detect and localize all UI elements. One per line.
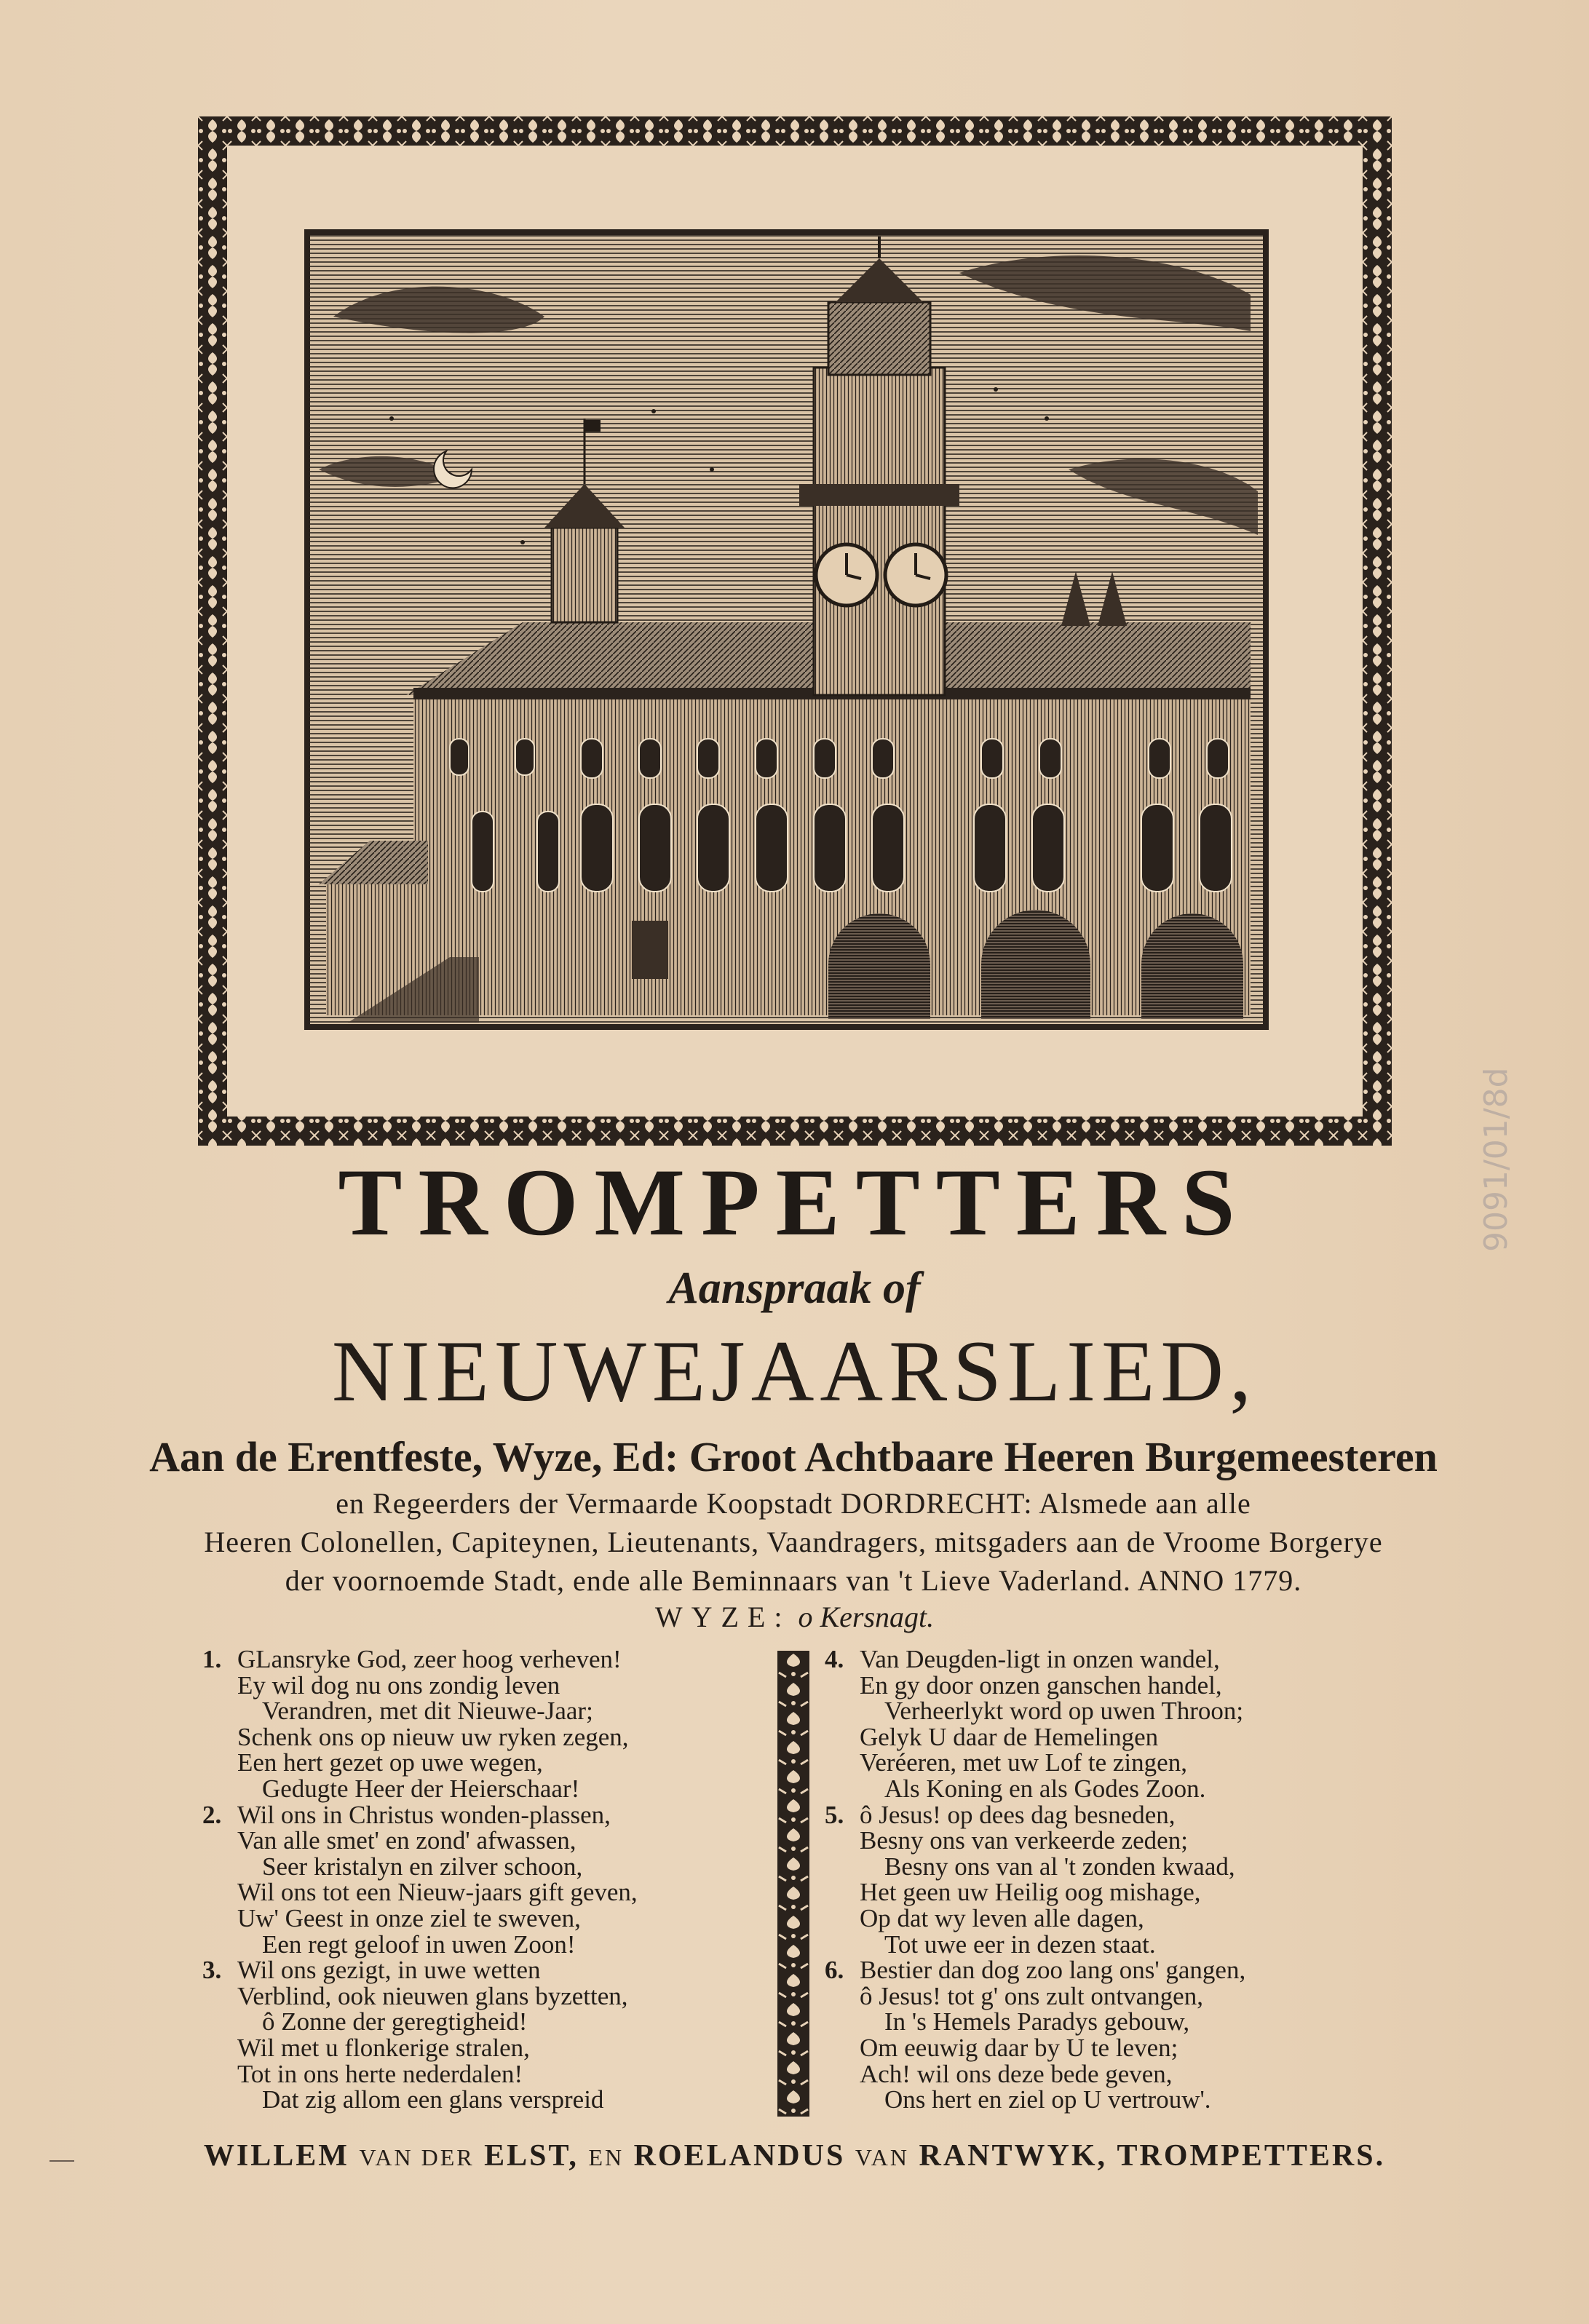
footer-van-der: VAN DER [359, 2144, 475, 2170]
verse-line: Van alle smet' en zond' afwassen, [237, 1826, 576, 1855]
stanza [202, 1956, 757, 2114]
verse-line: Uw' Geest in onze ziel te sweven, [237, 1903, 581, 1932]
verse-line: Van Deugden-ligt in onzen wandel, [860, 1645, 1220, 1673]
verse-line: Een hert gezet op uwe wegen, [237, 1748, 543, 1777]
footer-role: TROMPETTERS. [1117, 2139, 1386, 2173]
stanza-number: 4. [825, 1645, 844, 1673]
verse-line: Gedugte Heer der Heierschaar! [262, 1774, 580, 1803]
verse-line: Bestier dan dog zoo lang ons' gangen, [860, 1956, 1246, 1985]
verse-line: Als Koning en als Godes Zoon. [884, 1774, 1206, 1803]
stanza [825, 1956, 1379, 2114]
stanza-number: 5. [825, 1800, 844, 1829]
verse-line: Verheerlykt word op uwen Throon; [884, 1697, 1244, 1726]
verse-line: ô Jesus! op dees dag besneden, [860, 1800, 1176, 1829]
stanza-number: 3. [202, 1956, 222, 1985]
verse-line: Tot uwe eer in dezen staat. [884, 1930, 1156, 1959]
verses-left-column [202, 1645, 757, 2114]
main-title: TROMPETTERS [338, 1149, 1251, 1256]
verse-line: Veréeren, met uw Lof te zingen, [860, 1748, 1187, 1777]
song-title: NIEUWEJAARSLIED, [331, 1322, 1258, 1419]
verse-line: Wil met u flonkerige stralen, [237, 2033, 530, 2062]
ornamental-column-divider [772, 1651, 815, 2117]
stanza [825, 1800, 1379, 1959]
verse-line: Een regt geloof in uwen Zoon! [262, 1930, 576, 1959]
dedication-line-1: Aan de Erentfeste, Wyze, Ed: Groot Achtbaare Heeren Burgemeesteren [149, 1433, 1438, 1480]
verse-line: ô Zonne der geregtigheid! [262, 2007, 528, 2037]
footer-name-willem: WILLEM [203, 2139, 349, 2173]
footer-elst: ELST, [484, 2139, 579, 2173]
stanza-number: 6. [825, 1956, 844, 1985]
footer-van: VAN [855, 2144, 910, 2170]
verse-line: Op dat wy leven alle dagen, [860, 1903, 1144, 1932]
verse-line: In 's Hemels Paradys gebouw, [884, 2007, 1190, 2037]
footer-rantwyk: RANTWYK, [919, 2139, 1108, 2173]
dedication-line-2: en Regeerders der Vermaarde Koopstadt DORDRECHT: Alsmede aan alle [336, 1487, 1251, 1520]
verse-line: Om eeuwig daar by U te leven; [860, 2033, 1178, 2062]
stanza-number: 1. [202, 1645, 222, 1673]
stanza-number: 2. [202, 1800, 222, 1829]
tune-indication [0, 1600, 1589, 1634]
tune-name: o Kersnagt. [798, 1601, 935, 1633]
verse-line: GLansryke God, zeer hoog verheven! [237, 1645, 622, 1673]
verse-line: ô Jesus! tot g' ons zult ontvangen, [860, 1981, 1203, 2010]
stanza [825, 1645, 1379, 1803]
verse-line: Besny ons van al 't zonden kwaad, [884, 1852, 1235, 1881]
verse-line: En gy door onzen ganschen handel, [860, 1670, 1222, 1700]
stanza [202, 1645, 757, 1803]
verse-line: Verandren, met dit Nieuwe-Jaar; [262, 1697, 593, 1726]
stanza [202, 1800, 757, 1959]
verse-line: Wil ons tot een Nieuw-jaars gift geven, [237, 1878, 638, 1907]
dedication-line-3: Heeren Colonellen, Capiteynen, Lieutenants, Vaandragers, mitsgaders aan de Vroome Borgerye [204, 1526, 1383, 1558]
verse-line: Het geen uw Heilig oog mishage, [860, 1878, 1201, 1907]
subtitle: Aanspraak of [668, 1264, 921, 1313]
verse-line: Ey wil dog nu ons zondig leven [237, 1670, 560, 1700]
verse-line: Schenk ons op nieuw uw ryken zegen, [237, 1722, 629, 1751]
verse-line: Besny ons van verkeerde zeden; [860, 1826, 1188, 1855]
footer-signature [0, 2138, 1589, 2173]
verse-line: Gelyk U daar de Hemelingen [860, 1722, 1159, 1751]
verses-right-column [825, 1645, 1379, 2114]
handwritten-shelfmark: 9091/01/8d [1478, 1067, 1515, 1252]
footer-en: EN [588, 2144, 625, 2170]
footer-name-roelandus: ROELANDUS [633, 2139, 846, 2173]
verse-line: Seer kristalyn en zilver schoon, [262, 1852, 583, 1881]
verse-line: Dat zig allom een glans verspreid [262, 2085, 604, 2114]
verse-line: Verblind, ook nieuwen glans byzetten, [237, 1981, 628, 2010]
verse-line: Tot in ons herte nederdalen! [237, 2059, 523, 2088]
tune-label: WYZE: [654, 1601, 791, 1633]
verse-line: Ach! wil ons deze bede geven, [860, 2059, 1173, 2088]
verse-line: Ons hert en ziel op U vertrouw'. [884, 2085, 1211, 2114]
verse-line: Wil ons gezigt, in uwe wetten [237, 1956, 541, 1985]
dedication-line-4: der voornoemde Stadt, ende alle Beminnaars van 't Lieve Vaderland. ANNO 1779. [285, 1564, 1302, 1597]
verse-line: Wil ons in Christus wonden-plassen, [237, 1800, 611, 1829]
town-hall-woodcut [304, 229, 1269, 1030]
